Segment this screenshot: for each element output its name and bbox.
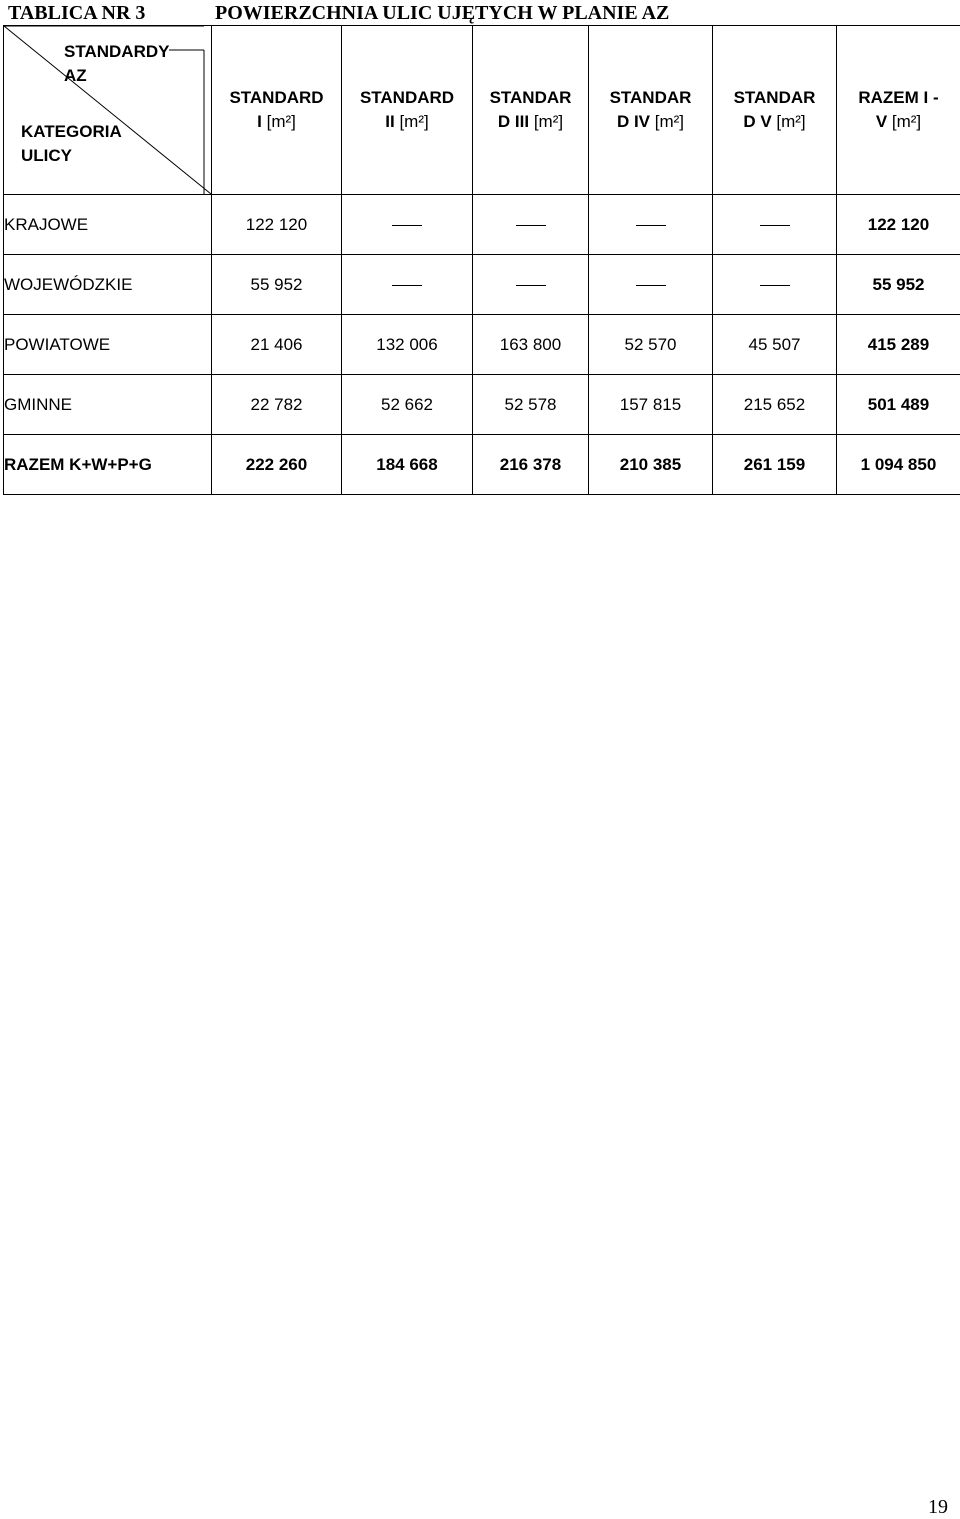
column-header-standard-5: STANDAR D V [m²] [713,26,837,195]
table-row [4,195,960,255]
row-total-cell: 55 952 [837,255,960,315]
row-category-cell: RAZEM K+W+P+G [4,435,212,495]
value-cell: 261 159 [713,435,837,495]
value-cell: 184 668 [342,435,473,495]
dash-mark [636,285,666,286]
dash-mark [760,225,790,226]
value-cell: 52 578 [473,375,589,435]
column-header-standard-3: STANDAR D III [m²] [473,26,589,195]
corner-standards-label: STANDARDY AZ [64,42,170,85]
empty-dash-cell [342,255,473,315]
dash-mark [392,285,422,286]
value-cell: 163 800 [473,315,589,375]
page-number: 19 [928,1496,948,1518]
column-header-standard-1: STANDARD I [m²] [212,26,342,195]
column-header-total: RAZEM I - V [m²] [837,26,960,195]
table-row [4,435,960,495]
dash-mark [636,225,666,226]
value-cell: 157 815 [589,375,713,435]
dash-mark [516,225,546,226]
empty-dash-cell [713,195,837,255]
empty-dash-cell [473,195,589,255]
table-title: POWIERZCHNIA ULIC UJĘTYCH W PLANIE AZ [215,2,670,24]
row-total-cell: 501 489 [837,375,960,435]
empty-dash-cell [589,195,713,255]
row-total-cell: 1 094 850 [837,435,960,495]
row-category-cell: WOJEWÓDZKIE [4,255,212,315]
dash-mark [516,285,546,286]
value-cell: 22 782 [212,375,342,435]
value-cell: 122 120 [212,195,342,255]
row-total-cell: 415 289 [837,315,960,375]
empty-dash-cell [589,255,713,315]
corner-category-label: KATEGORIA ULICY [21,122,122,165]
value-cell: 210 385 [589,435,713,495]
value-cell: 215 652 [713,375,837,435]
column-header-standard-4: STANDAR D IV [m²] [589,26,713,195]
column-header-standard-2: STANDARD II [m²] [342,26,473,195]
value-cell: 216 378 [473,435,589,495]
row-category-cell: POWIATOWE [4,315,212,375]
row-category-cell: GMINNE [4,375,212,435]
row-category-cell: KRAJOWE [4,195,212,255]
table-row [4,255,960,315]
dash-mark [760,285,790,286]
value-cell: 52 662 [342,375,473,435]
value-cell: 21 406 [212,315,342,375]
dash-mark [392,225,422,226]
header-row [4,26,960,195]
table-row [4,315,960,375]
empty-dash-cell [342,195,473,255]
table-row [4,375,960,435]
corner-header-cell [4,26,212,195]
surface-table [3,25,960,495]
empty-dash-cell [713,255,837,315]
value-cell: 45 507 [713,315,837,375]
table-number: TABLICA NR 3 [8,2,146,24]
value-cell: 132 006 [342,315,473,375]
value-cell: 222 260 [212,435,342,495]
value-cell: 55 952 [212,255,342,315]
row-total-cell: 122 120 [837,195,960,255]
empty-dash-cell [473,255,589,315]
value-cell: 52 570 [589,315,713,375]
